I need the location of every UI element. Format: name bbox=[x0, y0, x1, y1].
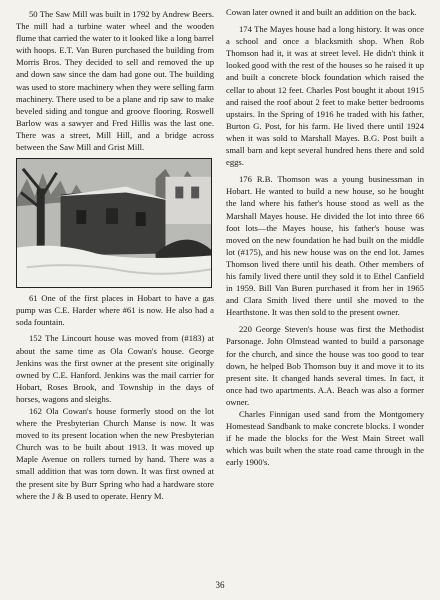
entry-50-saw-mill: 50 The Saw Mill was built in 1792 by Andrew Beers. The mill had a turbine water wheel and the wooden flume that carried the water to it looked like a long barrel with hoops. E.T. Van Buren purchased the building from Morris Bros. They decided to sell and removed the up and down saw since the dam had gone out. The building was used to store machinery when they were selling farm machinery. There used to be a plane and rip saw to make beveled siding and tongue and groove flooring. Roswell Barlow was a sawyer and Fred Hillis was the last one. There was a street, Mill Hill, and a bridge across between the Saw Mill and Grist Mill. bbox=[16, 9, 214, 153]
entry-220-steven-house: 220 George Steven's house was first the Methodist Parsonage. John Olmstead wanted to build a parsonage for the church, and since the house was too good to tear down, he helped Bob Thomson buy it and move it to its present site. It changed hands several times. In fact, it once had two apartments. A.A. Beach was also a former owner. bbox=[226, 324, 424, 407]
entry-152-lincourt-house: 152 The Lincourt house was moved from (#183) at about the same time as Ola Cowan's house. George Jenkins was the first owner at the present site originally owned by C.E. Hanford. Jenkins was the mail carrier for Hobart, Roses Brook, and Township in the days of horses, wagons and sleighs. bbox=[16, 333, 214, 404]
photo-caption-61: 61 One of the first places in Hobart to have a gas pump was C.E. Harder where #61 is now. He also had a soda fountain. bbox=[16, 293, 214, 328]
left-column bbox=[16, 8, 214, 502]
page-number: 36 bbox=[215, 580, 225, 590]
photo-illustration bbox=[17, 159, 211, 287]
right-column bbox=[226, 6, 424, 468]
entry-finnigan-blocks: Charles Finnigan used sand from the Montgomery Homestead Sandbank to make concrete blocks. I wonder if he made the blocks for the West Main Street wall which was built when the state road came through in the early 1900's. bbox=[226, 409, 424, 468]
historic-photo bbox=[16, 158, 212, 288]
entry-174-mayes-house: 174 The Mayes house had a long history. It was once a school and once a blacksmith shop. When Rob Thomson had it, it was at street level. He didn't think it looked good with the rest of the houses so he raised it up and built a concrete block foundation which raised the cellar to about 12 feet. Charles Post bought it about 1915 and raised the roof about 2 feet to make better bedrooms upstairs. In the Spring of 1916 he traded with his father, Burton G. Post, for his farm. He lived there until 1924 when it was sold to Marshall Mayes. B.G. Post built a small barn and kept several hundred hens there and sold eggs. bbox=[226, 24, 424, 168]
entry-162-continuation: Cowan later owned it and built an addition on the back. bbox=[226, 7, 417, 17]
entry-176-thomson-house: 176 R.B. Thomson was a young businessman in Hobart. He wanted to build a new house, so he bought the land where his father's house stood as well as the Marshall Mayes house. He divided the lot into three 66 foot lots—the Mayes house, his father's house was moved on the new foundation he had built on the middle lot (#175), and his new house was on the end lot. James Thomson lived there until his death. Other members of his family lived there until they sold it to Ethel Canfield in 1959. Bill Van Buren purchased it from her in 1965 and Clara Smith lived there until she moved to the Hearthstone. It was then sold to the present owner. bbox=[226, 174, 424, 318]
entry-162-ola-cowan-house: 162 Ola Cowan's house formerly stood on the lot where the Presbyterian Church Manse is now. It was moved to its present location when the new Presbyterian Church was to be built about 1913. It was moved up Maple Avenue on rollers turned by hand. There was a small addition that was torn down. It was first owned at the present site by Burr Spring who had a hardware store where the J & B used to operate. Henry M. bbox=[16, 405, 214, 501]
